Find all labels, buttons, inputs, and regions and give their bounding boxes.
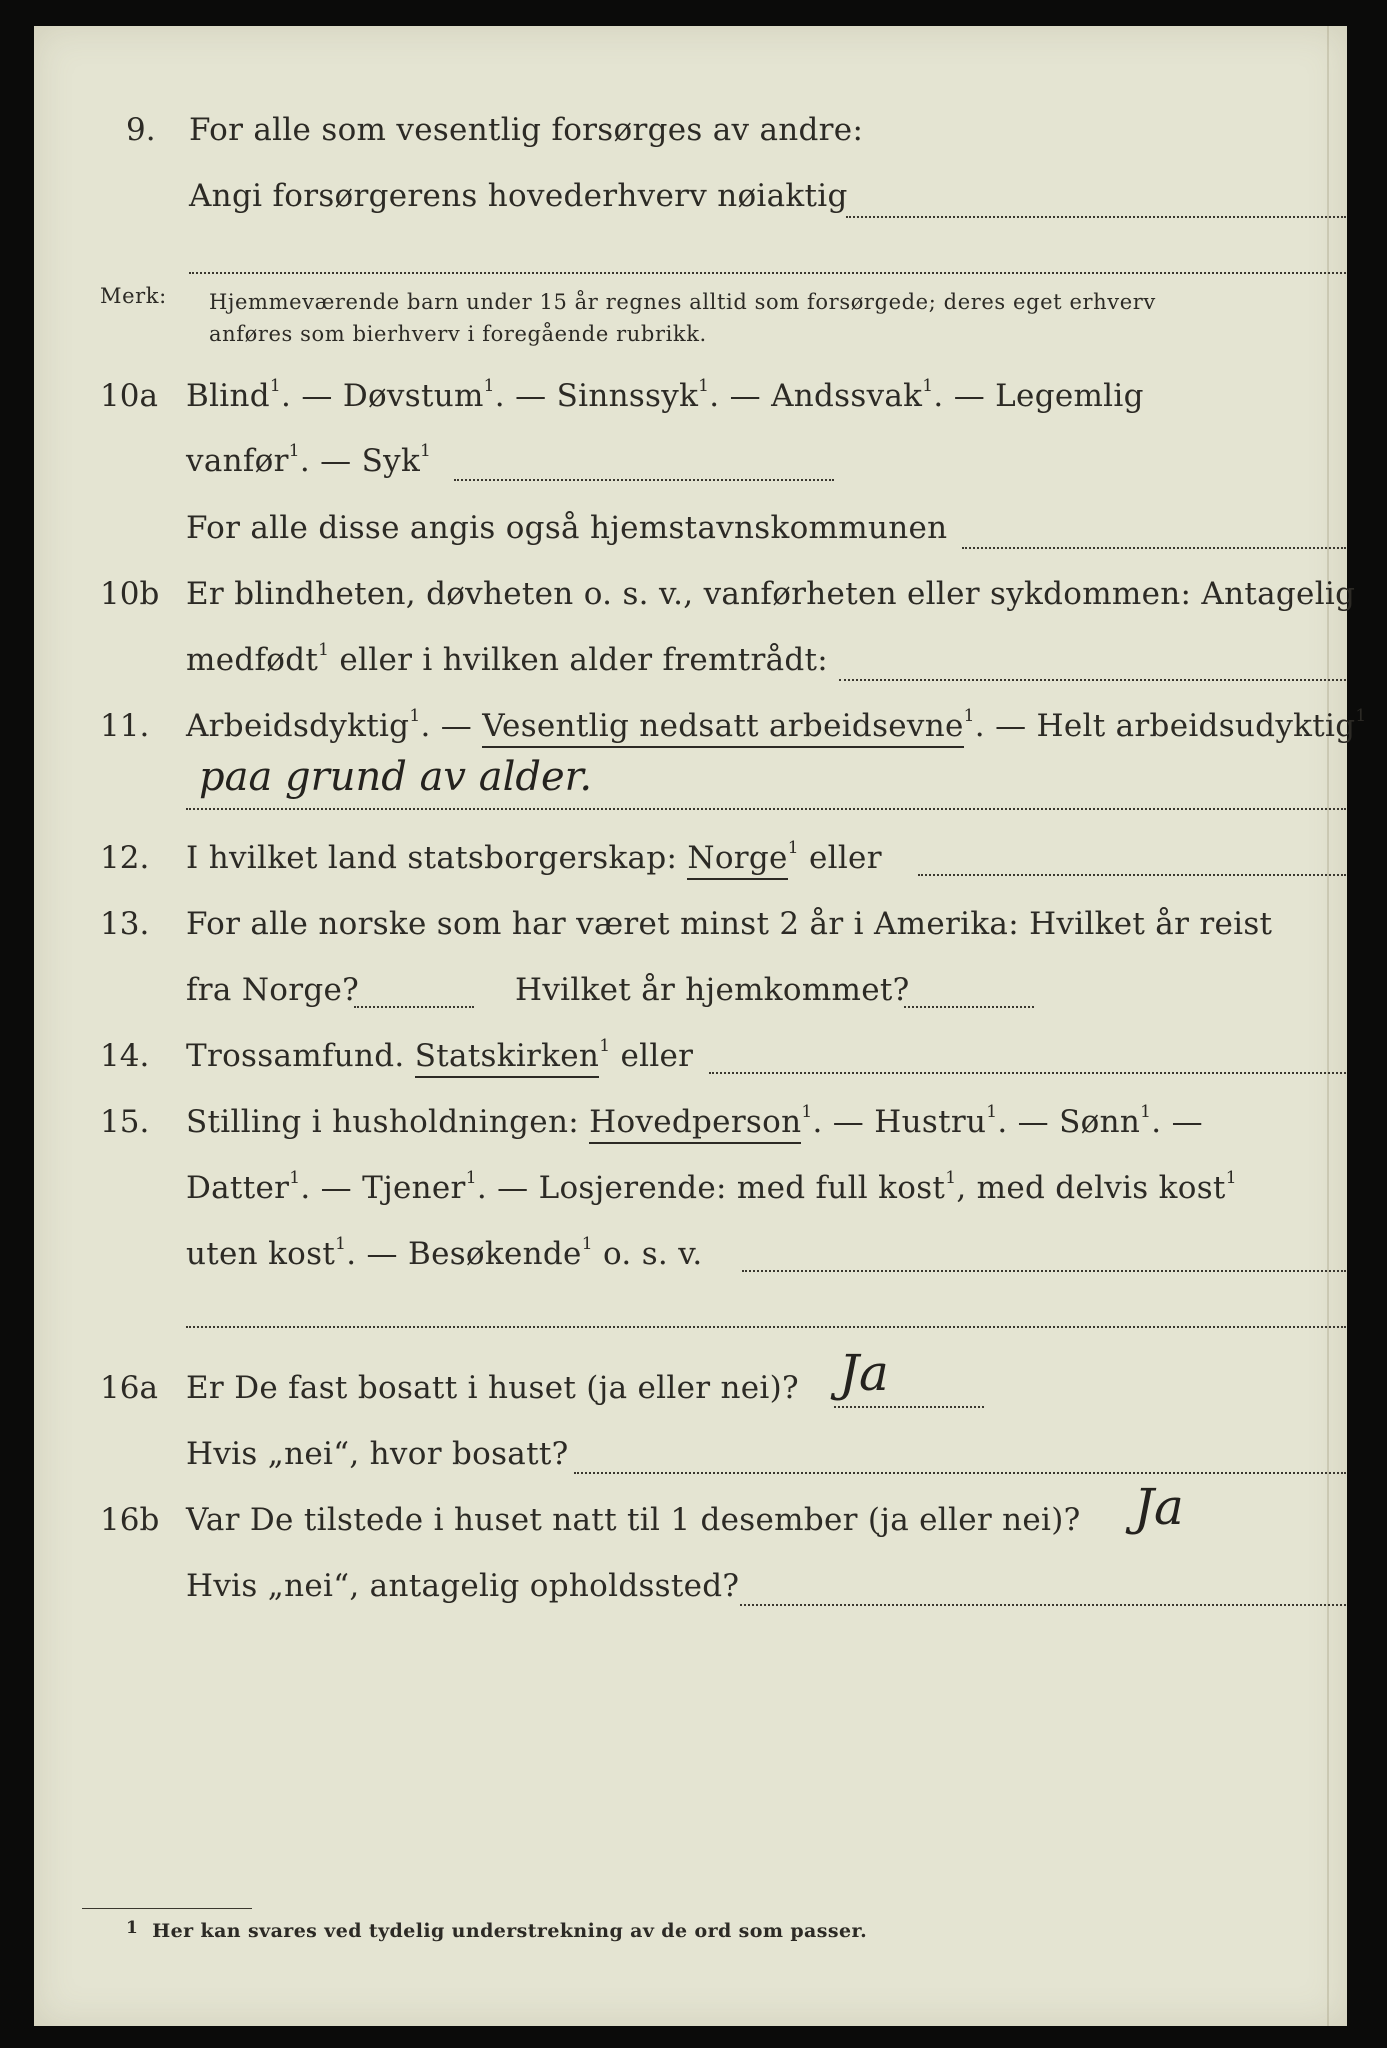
q15-number: 15. [100, 1104, 150, 1140]
q10b-line-1: Er blindheten, døvheten o. s. v., vanførheten eller sykdommen: Antagelig [186, 576, 1356, 612]
q16a-handwritten-answer: Ja [839, 1344, 889, 1402]
q16b-handwritten-answer: Ja [1134, 1478, 1184, 1536]
q13-number: 13. [100, 906, 150, 942]
q16b-number: 16b [100, 1502, 160, 1538]
merk-line-2: anføres som bierhverv i foregående rubrikk. [209, 322, 707, 346]
q10a-number: 10a [100, 378, 158, 414]
q16b-followup-field[interactable] [740, 1604, 1346, 1606]
fold-line [1327, 26, 1329, 2026]
q13-left-field[interactable] [354, 1006, 474, 1008]
q10b-number: 10b [100, 576, 160, 612]
q11-options: Arbeidsdyktig$^1$. — Vesentlig nedsatt arbeidsevne$^1$. — Helt arbeidsudyktig$^1$ [186, 708, 1366, 744]
q10a-illness-field[interactable] [454, 479, 834, 481]
q16a-followup: Hvis „nei“, hvor bosatt? [186, 1436, 569, 1472]
merk-line-1: Hjemmeværende barn under 15 år regnes alltid som forsørgede; deres eget erhverv [209, 290, 1156, 314]
q10b-age-field[interactable] [839, 679, 1346, 681]
q16b-followup: Hvis „nei“, antagelig opholdssted? [186, 1568, 740, 1604]
footnote: $^1$ Her kan svares ved tydelig understrekning av de ord som passer. [126, 1918, 868, 1942]
q14-text: Trossamfund. Statskirken$^1$ eller [186, 1038, 693, 1074]
census-form-page [34, 26, 1367, 2026]
q11-number: 11. [100, 708, 150, 744]
q13-return-label: Hvilket år hjemkommet? [515, 972, 910, 1008]
q15-extra-line[interactable] [186, 1326, 1346, 1328]
q13-left-label: fra Norge? [186, 972, 360, 1008]
q16a-answer-field[interactable] [834, 1406, 984, 1408]
footnote-rule [82, 1908, 252, 1909]
q15-other-field[interactable] [742, 1270, 1346, 1272]
q9-number: 9. [126, 112, 156, 148]
q12-selected-country: Norge [687, 840, 787, 880]
merk-label: Merk: [100, 284, 167, 308]
q16a-followup-field[interactable] [574, 1472, 1346, 1474]
q12-other-country-field[interactable] [918, 874, 1346, 876]
q15-line-3: uten kost$^1$. — Besøkende$^1$ o. s. v. [186, 1234, 703, 1272]
q10a-municipality-label: For alle disse angis også hjemstavnskommunen [186, 510, 948, 546]
q10b-line-2: medfødt$^1$ eller i hvilken alder fremtrådt: [186, 640, 829, 678]
q14-other-field[interactable] [709, 1072, 1346, 1074]
q9-provider-field[interactable] [846, 216, 1346, 218]
q10a-options: Blind$^1$. — Døvstum$^1$. — Sinnssyk$^1$. — Andssvak$^1$. — Legemlig [186, 376, 1144, 414]
q9-text: For alle som vesentlig forsørges av andre: [189, 112, 864, 148]
q9-extra-line[interactable] [189, 272, 1346, 274]
q11-selected-option: Vesentlig nedsatt arbeidsevne [482, 708, 963, 748]
q16b-question: Var De tilstede i huset natt til 1 desember (ja eller nei)? [186, 1502, 1081, 1538]
q11-handwritten-answer: paa grund av alder. [199, 754, 593, 800]
q9-provider-label: Angi forsørgerens hovederhverv nøiaktig [189, 178, 848, 214]
q10a-municipality-field[interactable] [962, 547, 1346, 549]
q15-line-1: Stilling i husholdningen: Hovedperson$^1$. — Hustru$^1$. — Sønn$^1$. — [186, 1104, 1203, 1140]
q12-text: I hvilket land statsborgerskap: Norge$^1$ eller [186, 840, 882, 876]
footnote-marker: 1 [126, 1918, 139, 1938]
q16a-question: Er De fast bosatt i huset (ja eller nei)? [186, 1370, 799, 1406]
q10a-options-2: vanfør$^1$. — Syk$^1$ [186, 441, 432, 479]
q13-line-1: For alle norske som har været minst 2 år i Amerika: Hvilket år reist [186, 906, 1273, 942]
q14-number: 14. [100, 1038, 150, 1074]
q16a-number: 16a [100, 1370, 158, 1406]
q11-answer-line[interactable] [186, 808, 1346, 810]
q13-return-field[interactable] [904, 1006, 1034, 1008]
q15-line-2: Datter$^1$. — Tjener$^1$. — Losjerende: med full kost$^1$, med delvis kost$^1$ [186, 1168, 1237, 1206]
q12-number: 12. [100, 840, 150, 876]
q15-selected-option: Hovedperson [589, 1104, 801, 1144]
q14-selected-option: Statskirken [415, 1038, 599, 1078]
